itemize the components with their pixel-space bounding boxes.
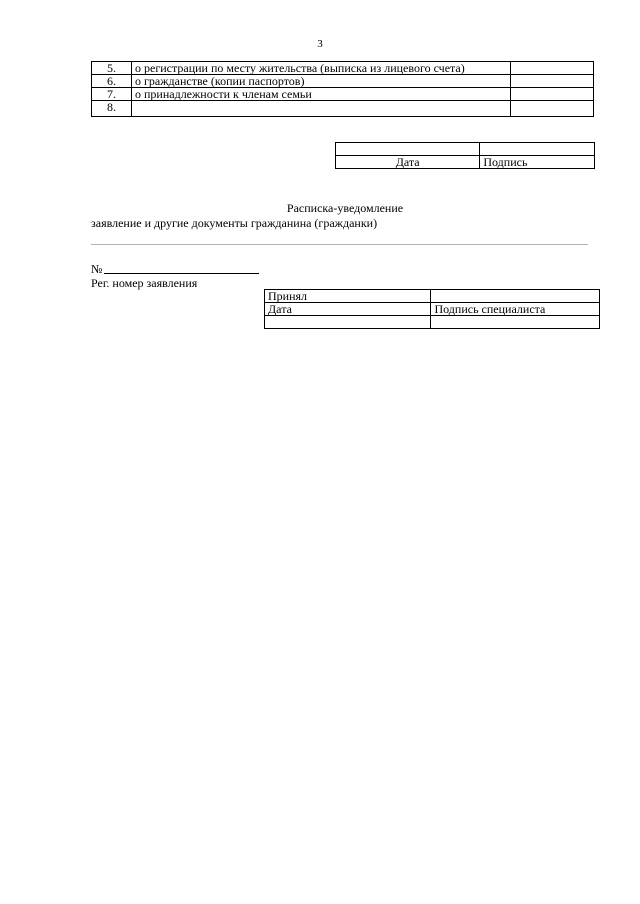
reg-number-label: Рег. номер заявления: [91, 276, 198, 290]
row-number: 6.: [92, 75, 132, 88]
table-row: [265, 316, 600, 329]
row-extra-cell: [511, 88, 594, 101]
signature-label: Подпись: [480, 156, 595, 169]
table-row: [92, 88, 594, 101]
row-description: о принадлежности к членам семьи: [132, 88, 511, 101]
row-number: 8.: [92, 101, 132, 117]
row-number: 7.: [92, 88, 132, 101]
accepted-value-cell: [431, 290, 600, 303]
table-row: [336, 143, 595, 156]
accepted-label: Принял: [265, 290, 431, 303]
row-description: о гражданстве (копии паспортов): [132, 75, 511, 88]
signature-table: [335, 142, 595, 169]
divider: [91, 244, 588, 245]
receipt-title: Расписка-уведомление: [286, 201, 404, 215]
date-label: Дата: [265, 303, 431, 316]
accept-table: [264, 289, 600, 329]
date-value-cell: [265, 316, 431, 329]
row-extra-cell: [511, 75, 594, 88]
table-row: [336, 156, 595, 169]
signature-value-cell: [431, 316, 600, 329]
date-value-cell: [336, 143, 480, 156]
page-number: 3: [317, 38, 323, 50]
number-underline: [104, 273, 259, 274]
row-description: о регистрации по месту жительства (выписка из лицевого счета): [132, 62, 511, 75]
receipt-subtitle: заявление и другие документы гражданина (гражданки): [91, 216, 378, 230]
table-row: [265, 290, 600, 303]
documents-table: [91, 61, 594, 117]
specialist-signature-label: Подпись специалиста: [431, 303, 600, 316]
row-extra-cell: [511, 101, 594, 117]
table-row: [92, 62, 594, 75]
table-row: [92, 101, 594, 117]
row-number: 5.: [92, 62, 132, 75]
table-row: [265, 303, 600, 316]
number-sign: №: [91, 262, 103, 276]
row-description: [132, 101, 511, 117]
signature-value-cell: [480, 143, 595, 156]
table-row: [92, 75, 594, 88]
row-extra-cell: [511, 62, 594, 75]
date-label: Дата: [336, 156, 480, 169]
